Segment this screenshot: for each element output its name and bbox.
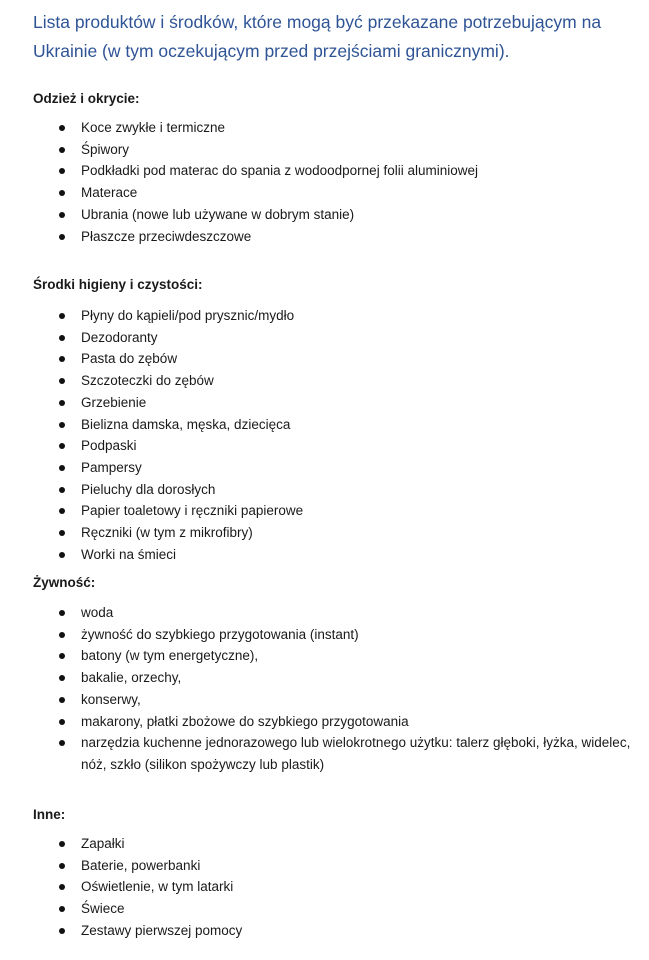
section-heading-clothing: Odzież i okrycie: [33,91,140,106]
clothing-list [0,117,649,247]
list-item-text: narzędzia kuchenne jednorazowego lub wielokrotnego użytku: talerz głęboki, łyżka, widelec, nóż, szkło (silikon spożywczy lub plastik) [81,735,631,772]
list-item [0,667,649,689]
section-heading-food: Żywność: [33,575,96,590]
list-item [0,327,649,349]
list-item-text: Śpiwory [81,141,130,157]
list-item [0,226,649,248]
list-item-text: Płaszcze przeciwdeszczowe [81,228,252,244]
hygiene-list [0,305,649,565]
list-item [0,305,649,327]
list-item-text: bakalie, orzechy, [81,670,182,686]
list-item-text: Zapałki [81,836,125,851]
bullet-icon [59,508,65,514]
list-item-text: Pieluchy dla dorosłych [81,481,216,497]
bullet-icon [59,530,65,536]
bullet-icon [59,168,65,174]
bullet-icon [59,335,65,341]
list-item [0,500,649,522]
list-item-text: Pasta do zębów [81,351,178,367]
bullet-icon [59,400,65,406]
list-item [0,370,649,392]
list-item [0,204,649,226]
bullet-icon [59,443,65,449]
list-item-text: Baterie, powerbanki [81,857,201,873]
list-item-text: Świece [81,901,125,917]
bullet-icon [59,487,65,493]
list-item-text: Dezodoranty [81,329,158,345]
list-item [0,855,649,877]
list-item-text: Bielizna damska, męska, dziecięca [81,416,291,432]
list-item [0,876,649,898]
bullet-icon [59,356,65,362]
document-title: Lista produktów i środków, które mogą być przekazane potrzebującym na Ukrainie (w tym oczekującym przed przejściami granicznymi). [33,12,602,61]
bullet-icon [59,740,65,746]
list-item [0,348,649,370]
bullet-icon [59,234,65,240]
list-item [0,435,649,457]
section-heading-other: Inne: [33,807,66,822]
bullet-icon [59,465,65,471]
list-item-text: Pampersy [81,459,142,475]
list-item-text: Podpaski [81,438,137,454]
food-list [0,602,649,776]
bullet-icon [59,190,65,196]
list-item-text: Płyny do kąpieli/pod prysznic/mydło [81,308,295,323]
bullet-icon [59,552,65,558]
bullet-icon [59,906,65,912]
section-heading-hygiene: Środki higieny i czystości: [33,277,203,292]
list-item [0,833,649,855]
list-item-text: Worki na śmieci [81,546,177,562]
bullet-icon [59,632,65,638]
list-item-text: Materace [81,185,138,201]
other-list [0,833,649,942]
list-item-text: Grzebienie [81,394,147,410]
bullet-icon [59,653,65,659]
bullet-icon [59,863,65,869]
list-item-text: Oświetlenie, w tym latarki [81,879,234,895]
list-item [0,732,649,775]
list-item-text: konserwy, [81,691,141,707]
bullet-icon [59,125,65,131]
list-item [0,479,649,501]
list-item-text: woda [81,605,114,620]
list-item [0,711,649,733]
bullet-icon [59,928,65,934]
bullet-icon [59,610,65,616]
bullet-icon [59,884,65,890]
list-item-text: Ubrania (nowe lub używane w dobrym stanie) [81,206,355,222]
list-item-text: makarony, płatki zbożowe do szybkiego przygotowania [81,713,409,729]
list-item [0,624,649,646]
bullet-icon [59,719,65,725]
bullet-icon [59,697,65,703]
list-item [0,689,649,711]
bullet-icon [59,212,65,218]
list-item [0,117,649,139]
list-item [0,182,649,204]
bullet-icon [59,841,65,847]
list-item-text: Papier toaletowy i ręczniki papierowe [81,503,304,519]
list-item [0,139,649,161]
bullet-icon [59,313,65,319]
bullet-icon [59,675,65,681]
list-item [0,457,649,479]
list-item-text: Podkładki pod materac do spania z wodoodpornej folii aluminiowej [81,163,478,179]
list-item-text: Szczoteczki do zębów [81,373,214,389]
list-item [0,544,649,566]
list-item [0,920,649,942]
list-item [0,645,649,667]
list-item [0,160,649,182]
list-item-text: Zestawy pierwszej pomocy [81,922,243,938]
list-item [0,898,649,920]
bullet-icon [59,147,65,153]
list-item-text: batony (w tym energetyczne), [81,648,259,664]
list-item [0,414,649,436]
list-item-text: Ręczniki (w tym z mikrofibry) [81,525,253,541]
list-item [0,392,649,414]
list-item-text: Koce zwykłe i termiczne [81,120,226,135]
list-item [0,602,649,624]
bullet-icon [59,422,65,428]
list-item-text: żywność do szybkiego przygotowania (instant) [81,626,359,642]
bullet-icon [59,378,65,384]
list-item [0,522,649,544]
